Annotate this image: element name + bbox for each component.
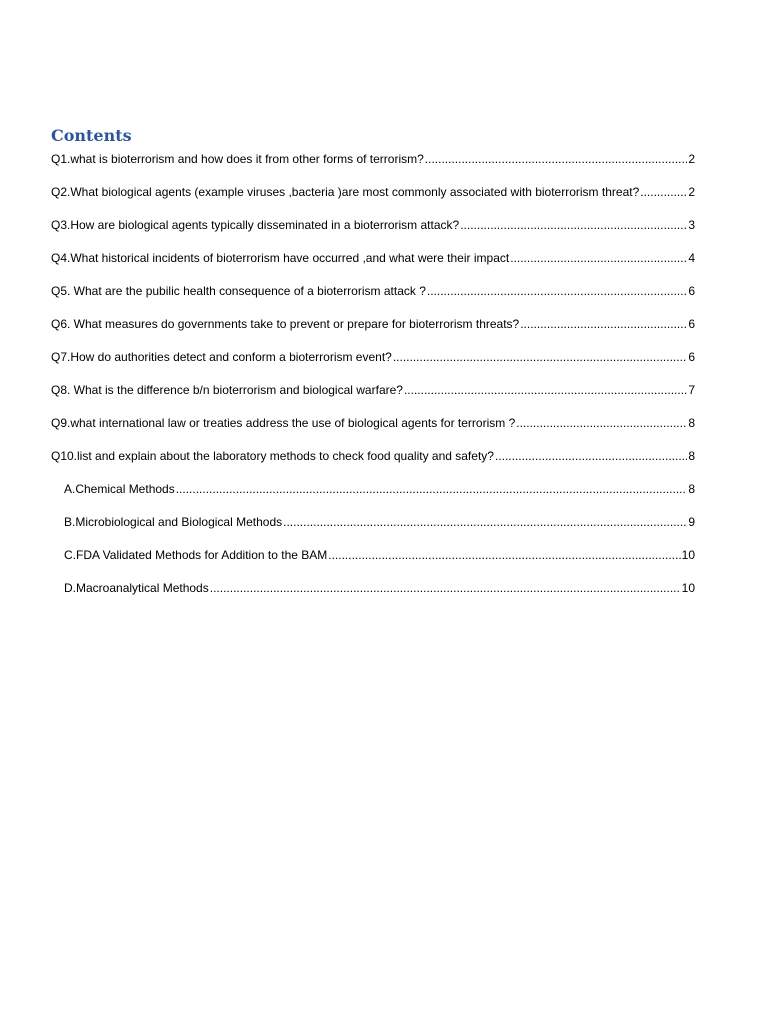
toc-entry-text: C.FDA Validated Methods for Addition to the BAM bbox=[64, 548, 328, 562]
toc-entry-q7[interactable] bbox=[51, 349, 695, 382]
toc-entry-text: Q3.How are biological agents typically disseminated in a bioterrorism attack? bbox=[51, 218, 460, 232]
dot-leader bbox=[425, 151, 688, 167]
toc-page-number: 10 bbox=[681, 581, 695, 595]
toc-entry-text: Q2.What biological agents (example viruses ,bacteria )are most commonly associated with bioterrorism threat? bbox=[51, 185, 640, 199]
toc-page-number: 10 bbox=[681, 548, 695, 562]
toc-entry-text: Q4.What historical incidents of bioterrorism have occurred ,and what were their impact bbox=[51, 251, 510, 265]
toc-entry-text: A.Chemical Methods bbox=[64, 482, 175, 496]
toc-page-number: 8 bbox=[688, 482, 695, 496]
toc-entry-q10[interactable] bbox=[51, 448, 695, 481]
dot-leader bbox=[460, 217, 687, 233]
dot-leader bbox=[393, 349, 687, 365]
toc-entry-q9[interactable] bbox=[51, 415, 695, 448]
toc-subentry-c[interactable] bbox=[51, 547, 695, 580]
toc-page-number: 2 bbox=[688, 152, 695, 166]
dot-leader bbox=[510, 250, 687, 266]
toc-entry-text: Q6. What measures do governments take to prevent or prepare for bioterrorism threats? bbox=[51, 317, 520, 331]
toc-page-number: 7 bbox=[688, 383, 695, 397]
toc-entry-text: Q8. What is the difference b/n bioterrorism and biological warfare? bbox=[51, 383, 403, 397]
toc-entry-q6[interactable] bbox=[51, 316, 695, 349]
toc-page-number: 8 bbox=[688, 449, 695, 463]
dot-leader bbox=[404, 382, 687, 398]
toc-page-number: 9 bbox=[688, 515, 695, 529]
toc-heading: Contents bbox=[51, 126, 132, 145]
toc-entry-text: B.Microbiological and Biological Methods bbox=[64, 515, 283, 529]
dot-leader bbox=[516, 415, 687, 431]
toc-entry-q2[interactable] bbox=[51, 184, 695, 217]
toc-page-number: 2 bbox=[688, 185, 695, 199]
toc-entry-text: Q9.what international law or treaties address the use of biological agents for terrorism ? bbox=[51, 416, 516, 430]
toc-entry-q5[interactable] bbox=[51, 283, 695, 316]
toc-page-number: 6 bbox=[688, 317, 695, 331]
toc-subentry-d[interactable] bbox=[51, 580, 695, 613]
toc-entry-text: Q7.How do authorities detect and conform a bioterrorism event? bbox=[51, 350, 392, 364]
dot-leader bbox=[427, 283, 687, 299]
toc-entry-text: Q1.what is bioterrorism and how does it from other forms of terrorism? bbox=[51, 152, 424, 166]
dot-leader bbox=[520, 316, 687, 332]
dot-leader bbox=[176, 481, 688, 497]
toc-page-number: 6 bbox=[688, 350, 695, 364]
dot-leader bbox=[283, 514, 687, 530]
toc-page-number: 4 bbox=[688, 251, 695, 265]
toc-subentry-a[interactable] bbox=[51, 481, 695, 514]
dot-leader bbox=[210, 580, 681, 596]
dot-leader bbox=[640, 184, 687, 200]
toc-subentry-b[interactable] bbox=[51, 514, 695, 547]
toc-entry-text: Q5. What are the pubilic health consequence of a bioterrorism attack ? bbox=[51, 284, 426, 298]
dot-leader bbox=[328, 547, 680, 563]
toc-page-number: 6 bbox=[688, 284, 695, 298]
toc-page-number: 8 bbox=[688, 416, 695, 430]
dot-leader bbox=[495, 448, 687, 464]
toc-entry-q3[interactable] bbox=[51, 217, 695, 250]
toc-page-number: 3 bbox=[688, 218, 695, 232]
toc-entry-q8[interactable] bbox=[51, 382, 695, 415]
toc-entry-q4[interactable] bbox=[51, 250, 695, 283]
toc-entry-q1[interactable] bbox=[51, 151, 695, 184]
toc-entry-text: D.Macroanalytical Methods bbox=[64, 581, 209, 595]
table-of-contents bbox=[51, 151, 695, 613]
toc-entry-text: Q10.list and explain about the laboratory methods to check food quality and safety? bbox=[51, 449, 494, 463]
